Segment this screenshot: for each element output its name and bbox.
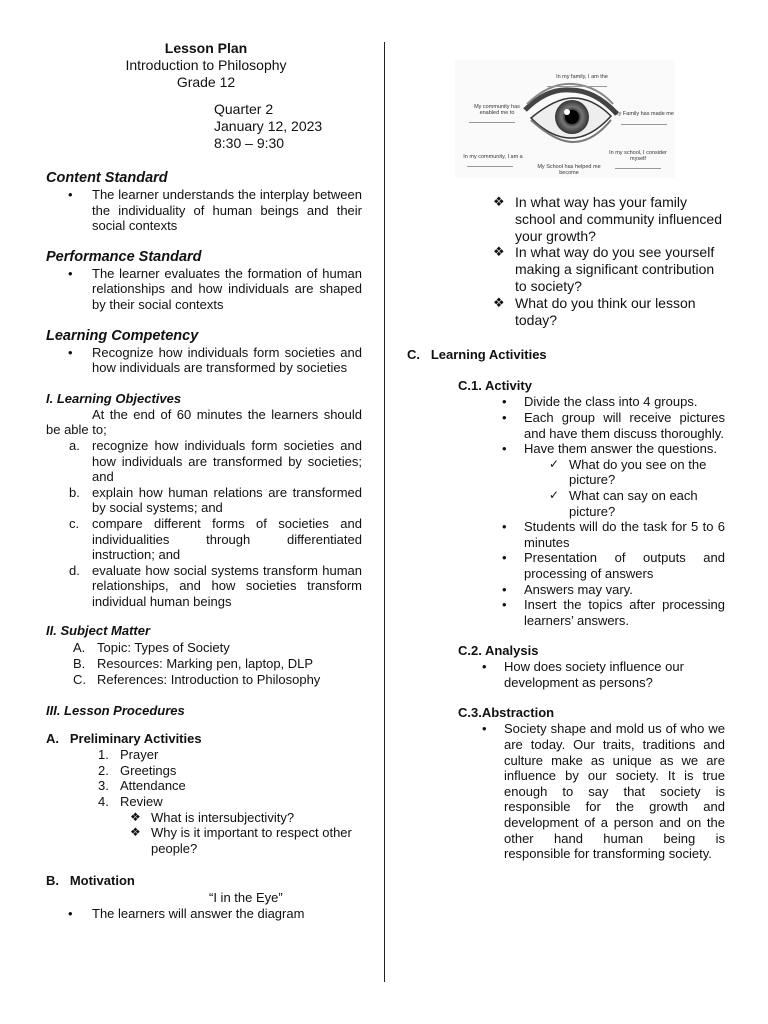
list-item: 1. Prayer: [98, 747, 159, 763]
list-item: B. Resources: Marking pen, laptop, DLP: [73, 656, 314, 672]
objectives-heading: I. Learning Objectives: [46, 390, 182, 406]
bullet-icon: •: [482, 721, 487, 737]
diamond-bullet-icon: ❖: [130, 809, 141, 824]
learning-activities-heading: C. Learning Activities: [407, 347, 547, 363]
list-item: • The learners will answer the diagram: [46, 906, 362, 922]
diamond-bullet-icon: ❖: [493, 194, 505, 209]
list-item: ✓ What do you see on the picture?: [549, 456, 707, 488]
objectives-intro: At the end of 60 minutes the learners should be able to;: [46, 406, 362, 438]
list-item: ❖ In what way do you see yourself making a significant contribution to society?: [493, 244, 715, 294]
list-item: • Each group will receive pictures and have them discuss thoroughly.: [407, 410, 725, 441]
date-line: January 12, 2023: [214, 118, 323, 134]
review-questions-list: [46, 810, 362, 857]
list-item: • Students will do the task for 5 to 6 minutes: [407, 519, 725, 550]
diagram-label-community-am: In my community, I am a: [463, 154, 523, 160]
performance-standard-heading: Performance Standard: [46, 248, 202, 265]
list-item: • How does society influence our development as persons?: [407, 659, 725, 690]
answer-line: [615, 168, 661, 169]
list-item: 3. Attendance: [98, 778, 186, 794]
answer-line: [467, 166, 513, 167]
subject-matter-list: [46, 640, 362, 687]
list-item: • The learner understands the interplay between the individuality of human beings and their social contexts: [46, 187, 362, 234]
list-item: C. References: Introduction to Philosophy: [73, 671, 321, 687]
right-column: [407, 46, 725, 862]
preliminary-activities-list: [46, 747, 362, 809]
list-item: a. recognize how individuals form societies and how individuals are transformed by societies; and: [69, 437, 362, 485]
quarter-line: Quarter 2: [214, 101, 274, 117]
analysis-list: [407, 659, 725, 690]
subject-matter-heading: II. Subject Matter: [46, 623, 151, 639]
check-icon: ✓: [549, 456, 560, 471]
diagram-label-school-helped: My School has helped me become: [537, 164, 601, 176]
objectives-list: [46, 438, 362, 610]
motivation-heading: B. Motivation: [46, 873, 135, 889]
learning-competency-heading: Learning Competency: [46, 327, 199, 344]
list-item: ❖ In what way has your family school and community influenced your growth?: [493, 194, 723, 244]
answer-line: [469, 122, 515, 123]
grade-line: Grade 12: [176, 74, 236, 90]
abstraction-heading: C.3.Abstraction: [458, 705, 555, 721]
left-column: [46, 40, 362, 922]
list-item: • Society shape and mold us of who we are today. Our traits, traditions and culture make as unique as we are influence by our society. It is true enough to say that society is responsible for the growth and development of a person and on the other hand human being is responsible for transforming society.: [482, 721, 725, 862]
list-item: ✓ What can say on each picture?: [549, 487, 698, 519]
document-title: Lesson Plan: [164, 40, 248, 56]
list-item: ❖ What do you think our lesson today?: [493, 294, 696, 328]
learning-competency-list: [46, 345, 362, 376]
diamond-bullet-icon: ❖: [493, 244, 505, 260]
list-item: • Have them answer the questions.: [407, 441, 725, 457]
performance-standard-list: [46, 266, 362, 313]
check-icon: ✓: [549, 487, 560, 502]
diamond-bullet-icon: ❖: [130, 825, 141, 840]
list-item: d. evaluate how social systems transform human relationships, and how societies transform individual human beings: [69, 562, 362, 609]
list-item: 4. Review: [98, 794, 163, 810]
diagram-questions-list: [407, 194, 725, 328]
activity-heading: C.1. Activity: [458, 378, 532, 394]
procedures-heading: III. Lesson Procedures: [46, 703, 185, 719]
list-item: 2. Greetings: [98, 762, 177, 778]
analysis-heading: C.2. Analysis: [458, 643, 539, 659]
i-in-the-eye-diagram: [455, 60, 675, 178]
list-item: • The learner evaluates the formation of human relationships and how individuals are shaped by their social contexts: [46, 266, 362, 313]
list-item: • Insert the topics after processing learners’ answers.: [407, 597, 725, 628]
subject-line: Introduction to Philosophy: [125, 57, 287, 73]
preliminary-activities-heading: A. Preliminary Activities: [46, 731, 202, 747]
column-divider: [384, 42, 385, 982]
activity-list-continued: [407, 519, 725, 628]
activity-questions-list: [407, 457, 725, 519]
diagram-label-family-top: In my family, I am the: [556, 74, 608, 80]
list-item: • Answers may vary.: [407, 582, 725, 598]
list-item: ❖ Why is it important to respect other people?: [130, 825, 352, 856]
list-item: • Presentation of outputs and processing of answers: [407, 550, 725, 581]
motivation-list: [46, 906, 362, 922]
diagram-label-school-consider: In my school, I consider myself: [609, 150, 667, 162]
list-item: A. Topic: Types of Society: [73, 640, 230, 656]
list-item: b. explain how human relations are transformed by social systems; and: [69, 484, 362, 516]
abstraction-list: [407, 721, 725, 861]
activity-list: [407, 394, 725, 456]
content-standard-list: [46, 187, 362, 234]
content-standard-heading: Content Standard: [46, 170, 168, 186]
answer-line: [621, 124, 667, 125]
list-item: • Divide the class into 4 groups.: [407, 394, 725, 410]
answer-line: [547, 86, 607, 87]
list-item: • Recognize how individuals form societies and how individuals are transformed by societies: [46, 345, 362, 376]
list-item: ❖ What is intersubjectivity?: [130, 809, 295, 825]
time-line: 8:30 – 9:30: [214, 135, 285, 151]
motivation-activity-title: “I in the Eye”: [209, 890, 283, 906]
diamond-bullet-icon: ❖: [493, 294, 505, 310]
diagram-label-community-enabled: My community has enabled me to: [474, 104, 520, 116]
list-item: c. compare different forms of societies and individualities through differentiated instruction; and: [69, 515, 362, 563]
diagram-label-family-made: My Family has made me: [614, 111, 674, 117]
schedule-block: [214, 101, 362, 152]
